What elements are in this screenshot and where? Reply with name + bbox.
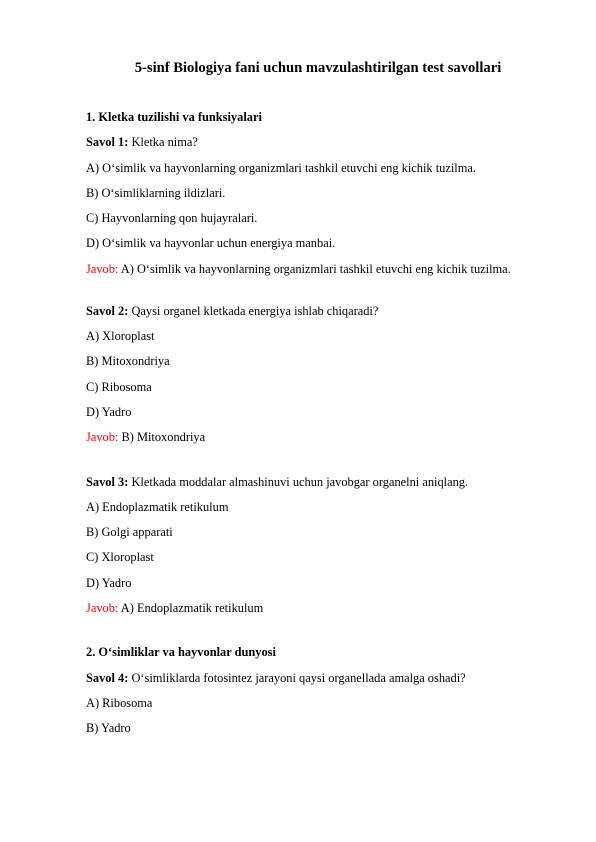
answer-label: Javob: <box>86 601 119 616</box>
question-line <box>86 670 536 695</box>
document-title: 5-sinf Biologiya fani uchun mavzulashtirilgan test savollari <box>134 60 502 76</box>
section-heading: 1. Kletka tuzilishi va funksiyalari <box>86 110 262 124</box>
option-line: A) Ribosoma <box>86 695 153 710</box>
option-line: D) Yadro <box>86 404 132 419</box>
question-label: Savol 2: <box>86 303 129 318</box>
answer-text: A) O‘simlik va hayvonlarning organizmlari tashkil etuvchi eng kichik tuzilma. <box>120 261 511 276</box>
option-line: B) Yadro <box>86 721 131 736</box>
question-line <box>86 134 536 159</box>
option-line: D) Yadro <box>86 575 132 590</box>
option-line: C) Ribosoma <box>86 379 152 394</box>
option-line: D) O‘simlik va hayvonlar uchun energiya manbai. <box>86 236 336 251</box>
document-body <box>86 109 536 746</box>
option-line: B) Mitoxondriya <box>86 354 170 369</box>
question-text: Kletka nima? <box>131 135 198 150</box>
question-text: O‘simliklarda fotosintez jarayoni qaysi organellada amalga oshadi? <box>131 670 466 685</box>
option-line: B) O‘simliklarning ildizlari. <box>86 185 226 200</box>
answer-line <box>86 261 536 278</box>
option-line: A) O‘simlik va hayvonlarning organizmlari tashkil etuvchi eng kichik tuzilma. <box>86 160 476 175</box>
question-text: Qaysi organel kletkada energiya ishlab chiqaradi? <box>131 303 379 318</box>
answer-line <box>86 600 536 625</box>
option-line: A) Endoplazmatik retikulum <box>86 499 229 514</box>
spacer <box>86 278 536 303</box>
question-label: Savol 4: <box>86 670 129 685</box>
question-text: Kletkada moddalar almashinuvi uchun javobgar organelni aniqlang. <box>131 474 469 489</box>
section-heading: 2. O‘simliklar va hayvonlar dunyosi <box>86 645 276 660</box>
spacer <box>86 455 536 474</box>
option-line: B) Golgi apparati <box>86 525 173 540</box>
answer-line <box>86 429 536 454</box>
question-label: Savol 1: <box>86 135 129 150</box>
question-label: Savol 3: <box>86 474 129 489</box>
answer-label: Javob: <box>86 430 119 445</box>
spacer <box>86 625 536 644</box>
question-line <box>86 303 536 328</box>
answer-label: Javob: <box>86 261 119 276</box>
answer-text: B) Mitoxondriya <box>121 430 206 445</box>
question-line <box>86 474 536 499</box>
option-line: C) Xloroplast <box>86 550 154 565</box>
option-line: C) Hayvonlarning qon hujayralari. <box>86 211 258 226</box>
answer-text: A) Endoplazmatik retikulum <box>120 601 264 616</box>
option-line: A) Xloroplast <box>86 329 155 344</box>
